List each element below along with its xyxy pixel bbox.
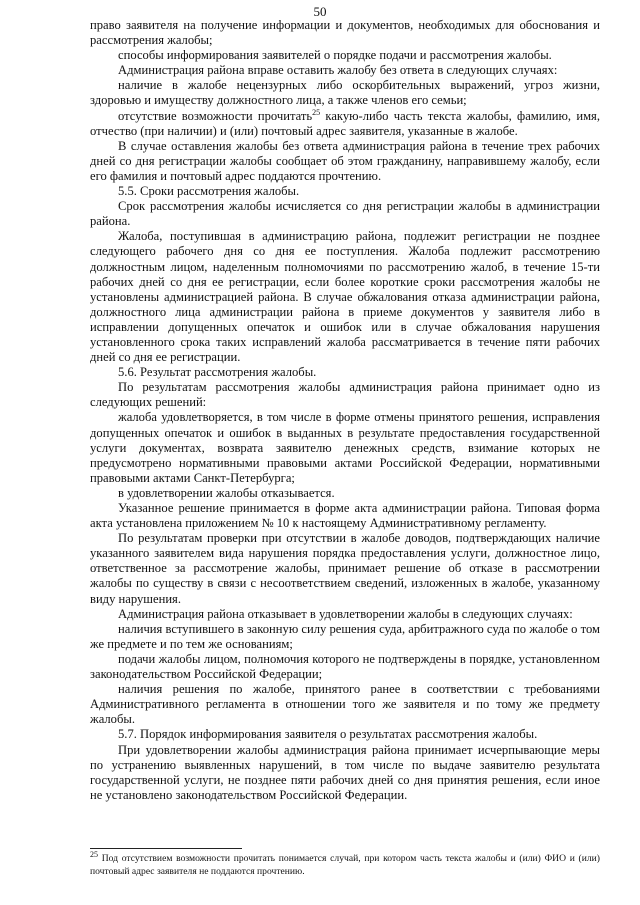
- paragraph: право заявителя на получение информации и документов, необходимых для обоснования и рассмотрения жалобы;: [90, 18, 600, 48]
- paragraph: По результатам рассмотрения жалобы администрация района принимает одно из следующих решений:: [90, 380, 600, 410]
- footnote-divider: [90, 848, 242, 849]
- section-heading: 5.7. Порядок информирования заявителя о результатах рассмотрения жалобы.: [118, 727, 538, 742]
- paragraph-text: отсутствие возможности прочитать: [118, 108, 313, 123]
- paragraph: В случае оставления жалобы без ответа администрация района в течение трех рабочих дней со дня регистрации жалобы сообщает об этом гражданину, направившему жалобу, если его фамилия и почтовый адрес поддаются прочтению.: [90, 138, 600, 183]
- document-body: [90, 18, 600, 803]
- paragraph: По результатам проверки при отсутствии в жалобе доводов, подтверждающих наличие указанного заявителем вида нарушения порядка предоставления услуги, должностное лицо, ответственное за рассмотрение жалобы, принимает решение об отказе в рассмотрении жалобы по существу в связи с несоответствием сведений, изложенных в жалобе, указанному виду нарушения.: [90, 531, 600, 606]
- paragraph: в удовлетворении жалобы отказывается.: [118, 485, 335, 500]
- paragraph: наличия решения по жалобе, принятого ранее в соответствии с требованиями Административного регламента в отношении того же заявителя и по тому же предмету жалобы.: [90, 682, 600, 727]
- footnote-reference: 25: [312, 107, 321, 117]
- section-heading: 5.5. Сроки рассмотрения жалобы.: [118, 184, 300, 199]
- paragraph: Указанное решение принимается в форме акта администрации района. Типовая форма акта установлена приложением № 10 к настоящему Административному регламенту.: [90, 501, 600, 531]
- page-number: 50: [313, 4, 327, 19]
- paragraph: Администрация района отказывает в удовлетворении жалобы в следующих случаях:: [118, 606, 573, 621]
- paragraph: наличие в жалобе нецензурных либо оскорбительных выражений, угроз жизни, здоровью и имуществу должностного лица, а также членов его семьи;: [90, 78, 600, 108]
- paragraph: способы информирования заявителей о порядке подачи и рассмотрения жалобы.: [118, 48, 552, 63]
- section-heading: 5.6. Результат рассмотрения жалобы.: [118, 365, 317, 380]
- paragraph-text: какую-либо часть текста жалобы, фамилию, имя, отчество (при наличии) и (или) почтовый адрес заявителя, указанные в жалобе.: [90, 108, 601, 138]
- paragraph-with-footnote-ref: [90, 109, 600, 139]
- paragraph: Срок рассмотрения жалобы исчисляется со дня регистрации жалобы в администрации района.: [90, 199, 600, 229]
- paragraph: Жалоба, поступившая в администрацию района, подлежит регистрации не позднее следующего рабочего дня со дня ее поступления. Жалоба подлежит рассмотрению должностным лицом, наделенным полномочиями по рассмотрению жалоб, в течение 15-ти рабочих дней со дня ее регистрации, если более короткие сроки рассмотрения жалобы не установлены администрацией района. В случае обжалования отказа администрации района, должностного лица администрации района в приеме документов у заявителя либо в исправлении допущенных опечаток и ошибок или в случае обжалования нарушения установленного срока таких исправлений жалоба рассматривается в течение пяти рабочих дней со дня ее регистрации.: [90, 229, 600, 365]
- paragraph: Администрация района вправе оставить жалобу без ответа в следующих случаях:: [118, 63, 558, 78]
- paragraph: При удовлетворении жалобы администрация района принимает исчерпывающие меры по устранению выявленных нарушений, в том числе по выдаче заявителю результата государственной услуги, не позднее пяти рабочих дней со дня принятия решения, если иное не установлено законодательством Российской Федерации.: [90, 742, 600, 802]
- footnote-text: [90, 849, 600, 878]
- footnote-number: 25: [90, 849, 98, 859]
- footnote: [90, 849, 600, 878]
- paragraph: подачи жалобы лицом, полномочия которого не подтверждены в порядке, установленном законодательством Российской Федерации;: [90, 651, 600, 682]
- paragraph: жалоба удовлетворяется, в том числе в форме отмены принятого решения, исправления допущенных опечаток и ошибок в выданных в результате предоставления государственной услуги документах, возврата заявителю денежных средств, взимание которых не предусмотрено нормативными правовыми актами Российской Федерации, нормативными правовыми актами Санкт-Петербурга;: [90, 410, 600, 485]
- paragraph: наличия вступившего в законную силу решения суда, арбитражного суда по жалобе о том же предмете и по тем же основаниям;: [90, 621, 600, 651]
- footnote-body: Под отсутствием возможности прочитать понимается случай, при котором часть текста жалобы и (или) ФИО и (или) почтовый адрес заявителя не поддаются прочтению.: [90, 853, 600, 877]
